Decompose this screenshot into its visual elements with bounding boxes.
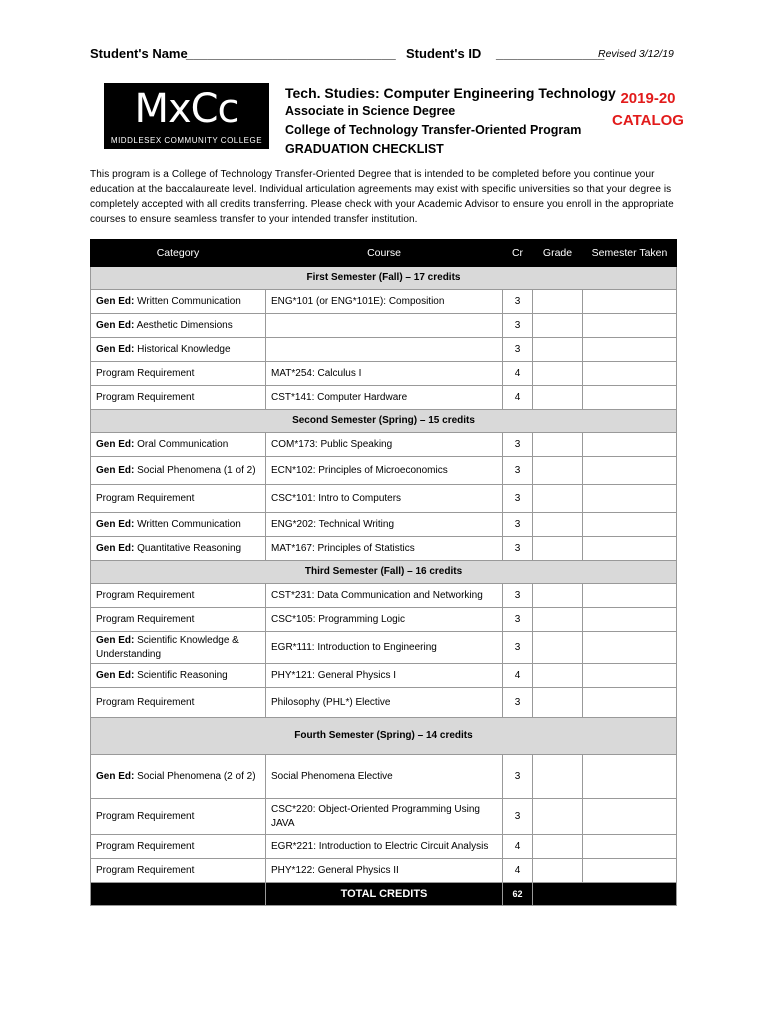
category-cell xyxy=(91,755,266,799)
credits-cell: 3 xyxy=(503,338,533,362)
total-spacer-right xyxy=(533,883,677,906)
semester-taken-cell[interactable] xyxy=(583,433,677,457)
grade-cell[interactable] xyxy=(533,799,583,835)
course-cell: CST*141: Computer Hardware xyxy=(266,386,503,410)
table-row xyxy=(91,290,677,314)
semester-taken-cell[interactable] xyxy=(583,386,677,410)
category-cell xyxy=(91,632,266,664)
credits-cell: 4 xyxy=(503,664,533,688)
category-cell xyxy=(91,688,266,718)
degree-title: Associate in Science Degree xyxy=(285,104,456,118)
semester-header-row xyxy=(91,718,677,755)
logo-subtitle: MIDDLESEX COMMUNITY COLLEGE xyxy=(110,136,263,145)
table-row xyxy=(91,688,677,718)
course-cell[interactable] xyxy=(266,314,503,338)
table-row xyxy=(91,314,677,338)
table-row xyxy=(91,457,677,485)
program-title: Tech. Studies: Computer Engineering Technology xyxy=(285,85,616,101)
credits-cell: 4 xyxy=(503,386,533,410)
category-label: Scientific Knowledge & Understanding xyxy=(96,634,239,660)
category-label: Program Requirement xyxy=(96,391,195,403)
semester-title: Third Semester (Fall) – 16 credits xyxy=(91,561,677,584)
credits-cell: 3 xyxy=(503,584,533,608)
category-label: Program Requirement xyxy=(96,864,195,876)
semester-taken-cell[interactable] xyxy=(583,664,677,688)
category-cell xyxy=(91,664,266,688)
total-spacer xyxy=(91,883,266,906)
category-cell xyxy=(91,513,266,537)
category-cell xyxy=(91,799,266,835)
table-row xyxy=(91,433,677,457)
catalog-badge xyxy=(608,88,688,132)
gen-ed-prefix: Gen Ed: xyxy=(96,770,135,782)
semester-taken-cell[interactable] xyxy=(583,799,677,835)
grade-cell[interactable] xyxy=(533,386,583,410)
course-cell: ENG*101 (or ENG*101E): Composition xyxy=(266,290,503,314)
total-credits-row xyxy=(91,883,677,906)
gen-ed-prefix: Gen Ed: xyxy=(96,438,135,450)
semester-taken-cell[interactable] xyxy=(583,608,677,632)
student-name-field[interactable]: _____________________________ xyxy=(186,46,396,61)
category-label: Oral Communication xyxy=(134,438,229,450)
credits-cell: 3 xyxy=(503,457,533,485)
category-cell xyxy=(91,457,266,485)
semester-taken-cell[interactable] xyxy=(583,457,677,485)
course-cell: Social Phenomena Elective xyxy=(266,755,503,799)
semester-header-row xyxy=(91,267,677,290)
credits-cell: 3 xyxy=(503,688,533,718)
gen-ed-prefix: Gen Ed: xyxy=(96,634,135,646)
semester-taken-cell[interactable] xyxy=(583,755,677,799)
graduation-checklist-table xyxy=(90,239,677,906)
semester-taken-cell[interactable] xyxy=(583,485,677,513)
category-cell xyxy=(91,314,266,338)
category-label: Social Phenomena (1 of 2) xyxy=(134,464,256,476)
credits-cell: 3 xyxy=(503,537,533,561)
credits-cell: 4 xyxy=(503,362,533,386)
table-row xyxy=(91,537,677,561)
course-cell: PHY*121: General Physics I xyxy=(266,664,503,688)
course-cell: Philosophy (PHL*) Elective xyxy=(266,688,503,718)
grade-cell[interactable] xyxy=(533,513,583,537)
table-row xyxy=(91,608,677,632)
grade-cell[interactable] xyxy=(533,338,583,362)
header-cr: Cr xyxy=(503,240,533,267)
category-label: Program Requirement xyxy=(96,589,195,601)
grade-cell[interactable] xyxy=(533,485,583,513)
semester-taken-cell[interactable] xyxy=(583,290,677,314)
category-label: Scientific Reasoning xyxy=(134,669,228,681)
gen-ed-prefix: Gen Ed: xyxy=(96,518,135,530)
semester-header-row xyxy=(91,561,677,584)
category-cell xyxy=(91,290,266,314)
semester-taken-cell[interactable] xyxy=(583,338,677,362)
program-type: College of Technology Transfer-Oriented Program xyxy=(285,123,582,137)
catalog-year: 2019-20 xyxy=(620,90,676,107)
category-label: Historical Knowledge xyxy=(134,343,231,355)
total-credits-label: TOTAL CREDITS xyxy=(266,883,503,906)
credits-cell: 3 xyxy=(503,513,533,537)
student-id-field[interactable]: _______________ xyxy=(496,46,605,61)
semester-taken-cell[interactable] xyxy=(583,632,677,664)
table-row xyxy=(91,755,677,799)
grade-cell[interactable] xyxy=(533,362,583,386)
course-cell: EGR*111: Introduction to Engineering xyxy=(266,632,503,664)
credits-cell: 3 xyxy=(503,290,533,314)
category-cell xyxy=(91,608,266,632)
header-grade: Grade xyxy=(533,240,583,267)
student-info-line xyxy=(90,46,690,66)
grade-cell[interactable] xyxy=(533,664,583,688)
course-cell: CSC*220: Object-Oriented Programming Using JAVA xyxy=(266,799,503,835)
grade-cell[interactable] xyxy=(533,688,583,718)
category-label: Program Requirement xyxy=(96,810,195,822)
logo-mark: MxCc xyxy=(134,86,239,132)
student-id-label: Student's ID xyxy=(406,46,482,61)
category-cell xyxy=(91,433,266,457)
college-logo xyxy=(104,83,269,149)
category-label: Program Requirement xyxy=(96,367,195,379)
table-row xyxy=(91,859,677,883)
checklist-title: GRADUATION CHECKLIST xyxy=(285,142,444,156)
course-cell: EGR*221: Introduction to Electric Circuit Analysis xyxy=(266,835,503,859)
semester-title: Second Semester (Spring) – 15 credits xyxy=(91,410,677,433)
table-row xyxy=(91,664,677,688)
table-row xyxy=(91,485,677,513)
credits-cell: 3 xyxy=(503,755,533,799)
table-row xyxy=(91,632,677,664)
semester-taken-cell[interactable] xyxy=(583,859,677,883)
course-cell: PHY*122: General Physics II xyxy=(266,859,503,883)
course-cell[interactable] xyxy=(266,338,503,362)
semester-taken-cell[interactable] xyxy=(583,688,677,718)
course-cell: MAT*167: Principles of Statistics xyxy=(266,537,503,561)
course-cell: ENG*202: Technical Writing xyxy=(266,513,503,537)
grade-cell[interactable] xyxy=(533,314,583,338)
table-row xyxy=(91,386,677,410)
credits-cell: 3 xyxy=(503,485,533,513)
header-semester-taken: Semester Taken xyxy=(583,240,677,267)
category-cell xyxy=(91,537,266,561)
credits-cell: 4 xyxy=(503,835,533,859)
table-row xyxy=(91,799,677,835)
semester-taken-cell[interactable] xyxy=(583,537,677,561)
student-name-label: Student's Name xyxy=(90,46,188,61)
table-row xyxy=(91,835,677,859)
revised-date: Revised 3/12/19 xyxy=(598,48,674,60)
grade-cell[interactable] xyxy=(533,584,583,608)
category-label: Quantitative Reasoning xyxy=(134,542,242,554)
category-label: Written Communication xyxy=(134,518,241,530)
course-cell: CST*231: Data Communication and Networking xyxy=(266,584,503,608)
category-cell xyxy=(91,859,266,883)
grade-cell[interactable] xyxy=(533,632,583,664)
category-cell xyxy=(91,584,266,608)
credits-cell: 3 xyxy=(503,433,533,457)
intro-paragraph: This program is a College of Technology Transfer-Oriented Degree that is intended to be completed before you continue your education at the baccalaureate level. Individual articulation agreements may exist with specific universities so that your degree is completely accepted with all credits transferring. Please check with your Academic Advisor to ensure you enroll in the appropriate courses to ensure seamless transfer to your intended transfer institution. xyxy=(90,169,674,225)
credits-cell: 3 xyxy=(503,314,533,338)
grade-cell[interactable] xyxy=(533,290,583,314)
header-course: Course xyxy=(266,240,503,267)
semester-title: Fourth Semester (Spring) – 14 credits xyxy=(91,718,677,755)
table-header-row xyxy=(91,240,677,267)
semester-taken-cell[interactable] xyxy=(583,314,677,338)
gen-ed-prefix: Gen Ed: xyxy=(96,669,135,681)
gen-ed-prefix: Gen Ed: xyxy=(96,464,135,476)
semester-taken-cell[interactable] xyxy=(583,584,677,608)
grade-cell[interactable] xyxy=(533,457,583,485)
gen-ed-prefix: Gen Ed: xyxy=(96,295,135,307)
category-label: Social Phenomena (2 of 2) xyxy=(134,770,256,782)
table-row xyxy=(91,584,677,608)
gen-ed-prefix: Gen Ed: xyxy=(96,343,135,355)
grade-cell[interactable] xyxy=(533,433,583,457)
grade-cell[interactable] xyxy=(533,608,583,632)
category-cell xyxy=(91,485,266,513)
category-label: Program Requirement xyxy=(96,492,195,504)
course-cell: CSC*101: Intro to Computers xyxy=(266,485,503,513)
total-credits-value: 62 xyxy=(503,883,533,906)
grade-cell[interactable] xyxy=(533,859,583,883)
category-cell xyxy=(91,362,266,386)
category-label: Aesthetic Dimensions xyxy=(134,319,233,331)
header-category: Category xyxy=(91,240,266,267)
table-body xyxy=(91,267,677,906)
grade-cell[interactable] xyxy=(533,755,583,799)
category-label: Written Communication xyxy=(134,295,241,307)
semester-taken-cell[interactable] xyxy=(583,513,677,537)
gen-ed-prefix: Gen Ed: xyxy=(96,319,135,331)
table-row xyxy=(91,338,677,362)
category-label: Program Requirement xyxy=(96,840,195,852)
credits-cell: 3 xyxy=(503,608,533,632)
category-label: Program Requirement xyxy=(96,613,195,625)
category-cell xyxy=(91,338,266,362)
semester-taken-cell[interactable] xyxy=(583,835,677,859)
course-cell: CSC*105: Programming Logic xyxy=(266,608,503,632)
category-label: Program Requirement xyxy=(96,696,195,708)
course-cell: MAT*254: Calculus I xyxy=(266,362,503,386)
semester-taken-cell[interactable] xyxy=(583,362,677,386)
grade-cell[interactable] xyxy=(533,835,583,859)
gen-ed-prefix: Gen Ed: xyxy=(96,542,135,554)
course-cell: ECN*102: Principles of Microeconomics xyxy=(266,457,503,485)
credits-cell: 3 xyxy=(503,632,533,664)
category-cell xyxy=(91,835,266,859)
semester-title: First Semester (Fall) – 17 credits xyxy=(91,267,677,290)
course-cell: COM*173: Public Speaking xyxy=(266,433,503,457)
grade-cell[interactable] xyxy=(533,537,583,561)
table-row xyxy=(91,362,677,386)
credits-cell: 3 xyxy=(503,799,533,835)
category-cell xyxy=(91,386,266,410)
program-title-block xyxy=(285,84,616,159)
semester-header-row xyxy=(91,410,677,433)
catalog-label: CATALOG xyxy=(612,112,684,129)
credits-cell: 4 xyxy=(503,859,533,883)
table-row xyxy=(91,513,677,537)
